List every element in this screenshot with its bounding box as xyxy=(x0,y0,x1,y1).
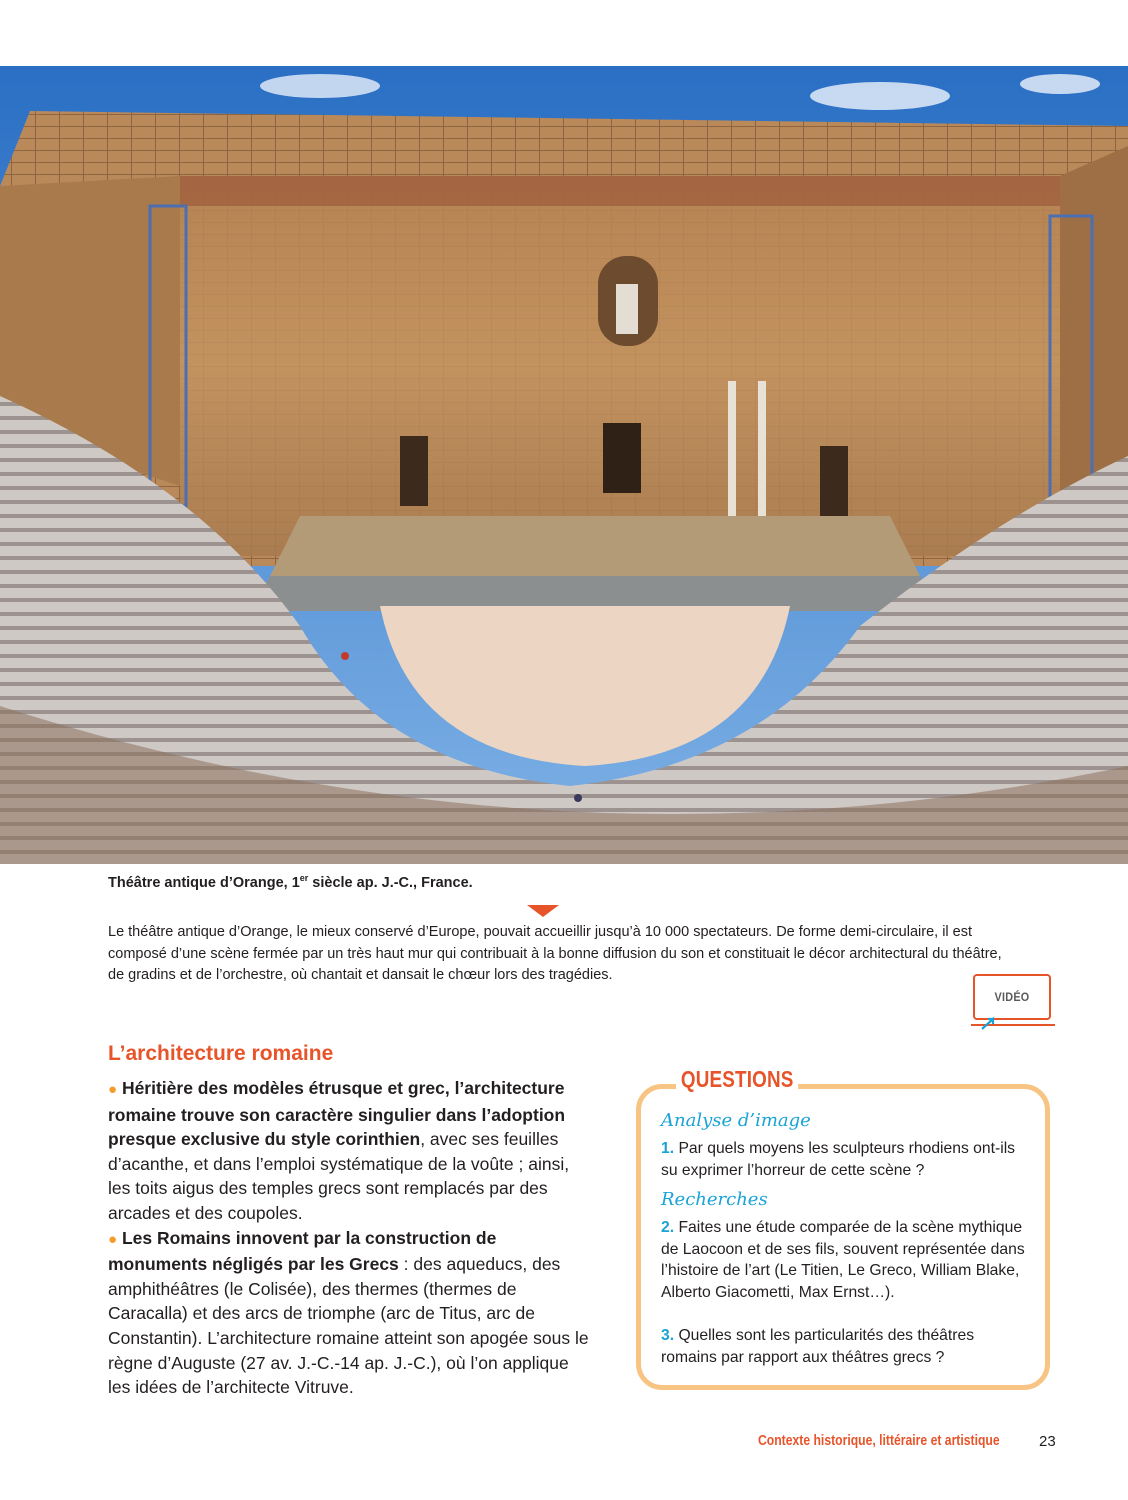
paragraph-1: ● Héritière des modèles étrusque et grec, l’architecture romaine trouve son caractère singulier dans l’adoption presque exclusive du style corinthien, avec ses feuilles d’acanthe, et dans l’emploi systématique de la voûte ; ainsi, les toits aigus des temples grecs sont remplacés par des arcades et des coupoles. xyxy=(108,1078,570,1223)
question-2: 2. Faites une étude comparée de la scène mythique de Laocoon et de ses fils, souvent représentée dans l’histoire de l’art (Le Titien, Le Greco, William Blake, Alberto Giacometti, Max Ernst…). xyxy=(661,1219,1025,1301)
photo-caption: Théâtre antique d’Orange, 1er siècle ap. J.-C., France. xyxy=(108,873,473,891)
section-title: L’architecture romaine xyxy=(108,1042,334,1065)
page-number: 23 xyxy=(1039,1433,1056,1450)
questions-title: QUESTIONS xyxy=(676,1066,798,1093)
footer-title: Contexte historique, littéraire et artistique xyxy=(758,1433,1000,1449)
intro-text: Le théâtre antique d’Orange, le mieux conservé d’Europe, pouvait accueillir jusqu’à 10 000 spectateurs. De forme demi-circulaire, il est composé d’une scène fermée par un très haut mur qui contribuait à la bonne diffusion du son et constituait le décor architectural du théâtre, de gradins et de l’orchestre, où chantait et dansait le chœur lors des tragédies. xyxy=(108,924,1002,983)
video-button-label: VIDÉO xyxy=(994,990,1030,1004)
cursor-arrow-icon xyxy=(981,1016,997,1030)
video-button[interactable] xyxy=(973,974,1051,1020)
subheading-research: Recherches xyxy=(661,1189,768,1210)
paragraph-2: ● Les Romains innovent par la construction de monuments négligés par les Grecs : des aqueducs, des amphithéâtres (le Colisée), des thermes (thermes de Caracalla) et des arcs de triomphe (arc de Titus, arc de Constantin). L’architecture romaine atteint son apogée sous le règne d’Auguste (27 av. J.-C.-14 ap. J.-C.), où l’on applique les idées de l’architecte Vitruve. xyxy=(108,1227,589,1398)
theatre-photo xyxy=(0,66,1128,864)
question-3: 3. Quelles sont les particularités des théâtres romains par rapport aux théâtres grecs ? xyxy=(661,1327,975,1366)
caption-marker-icon xyxy=(527,905,559,917)
bullet-icon: ● xyxy=(108,1081,118,1098)
bullet-icon: ● xyxy=(108,1230,118,1248)
section-body xyxy=(108,1076,590,1400)
question-1: 1. Par quels moyens les sculpteurs rhodiens ont-ils su exprimer l’horreur de cette scène ? xyxy=(661,1140,1016,1179)
subheading-image-analysis: Analyse d’image xyxy=(661,1110,811,1131)
